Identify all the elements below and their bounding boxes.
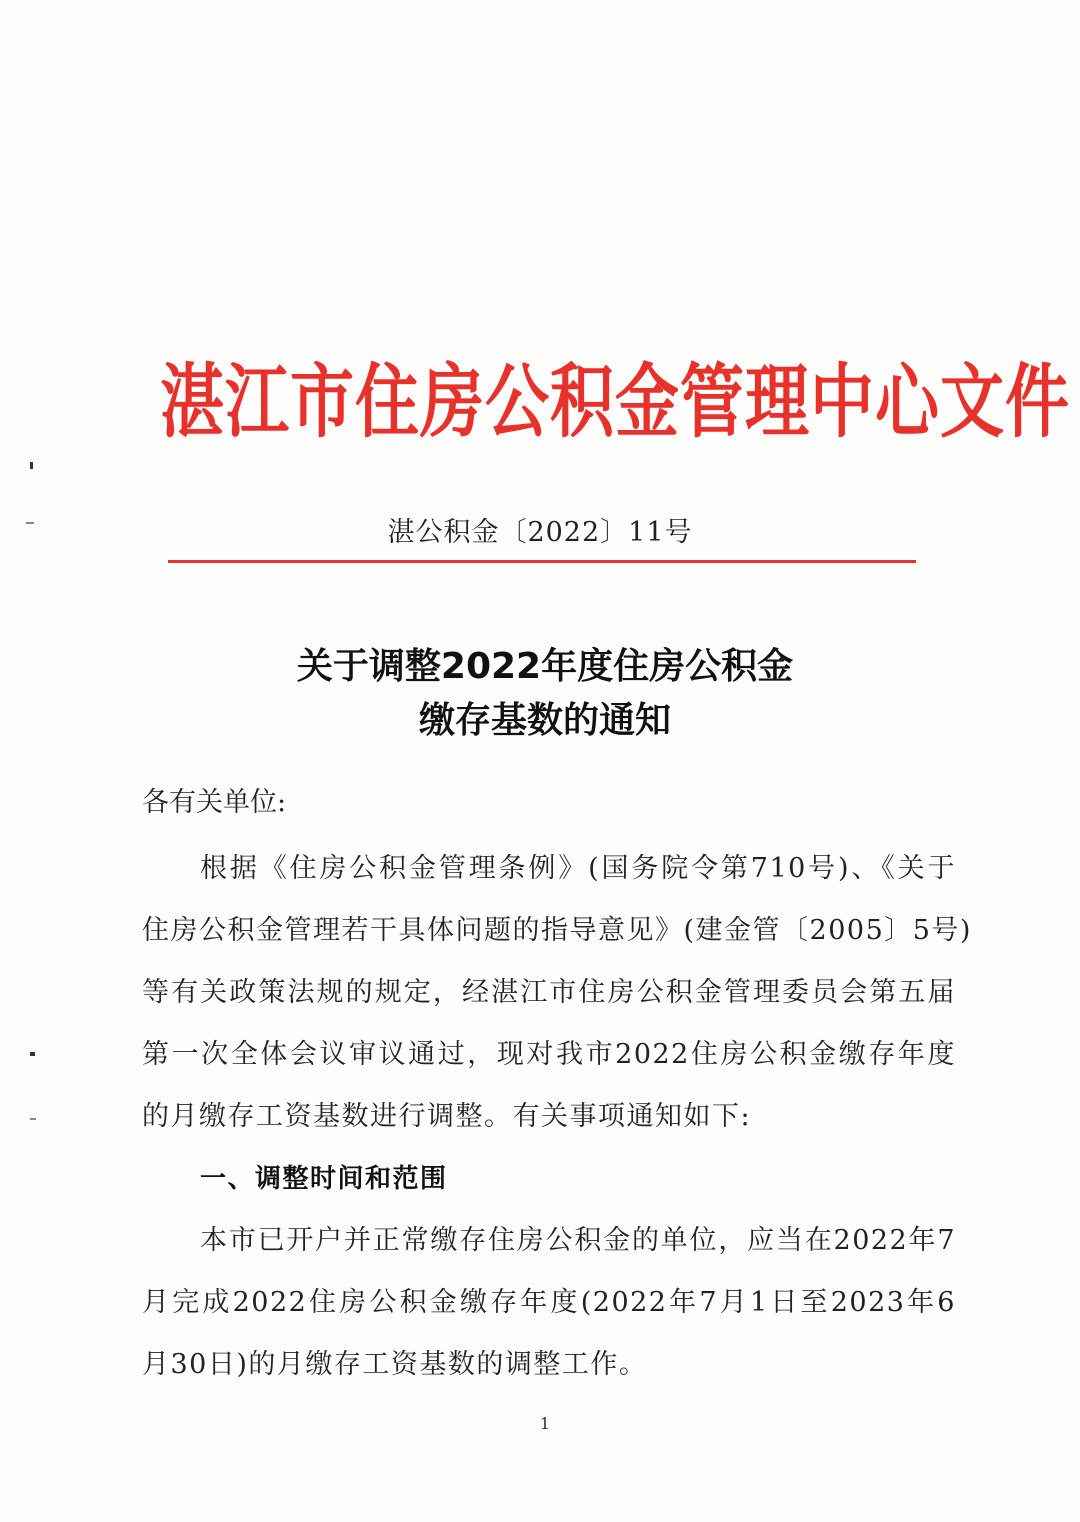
body-line: 等有关政策法规的规定，经湛江市住房公积金管理委员会第五届	[142, 977, 956, 1008]
document-number: 湛公积金〔2022〕11号	[387, 517, 693, 548]
title-line-2: 缴存基数的通知	[418, 700, 671, 741]
section-line: 月30日)的月缴存工资基数的调整工作。	[142, 1349, 648, 1380]
scan-mark	[26, 522, 34, 524]
body-line: 第一次全体会议审议通过，现对我市2022住房公积金缴存年度	[142, 1039, 956, 1070]
page-number: 1	[539, 1414, 551, 1433]
issuer-header: 湛江市住房公积金管理中心文件	[160, 356, 1070, 450]
scan-mark	[30, 1052, 35, 1056]
body-line: 根据《住房公积金管理条例》(国务院令第710号)、《关于	[200, 853, 956, 884]
scan-mark	[30, 462, 33, 469]
notice-title	[140, 640, 950, 748]
body-line: 住房公积金管理若干具体问题的指导意见》(建金管〔2005〕5号)	[142, 915, 972, 946]
section-line: 本市已开户并正常缴存住房公积金的单位，应当在2022年7	[200, 1225, 956, 1256]
body-text	[142, 838, 972, 1396]
scan-mark	[30, 1118, 36, 1120]
section-line: 月完成2022住房公积金缴存年度(2022年7月1日至2023年6	[142, 1287, 956, 1318]
section-heading: 一、调整时间和范围	[200, 1164, 448, 1194]
red-divider-line	[168, 560, 916, 563]
title-line-1: 关于调整2022年度住房公积金	[296, 646, 794, 687]
salutation: 各有关单位:	[142, 787, 287, 818]
body-line: 的月缴存工资基数进行调整。有关事项通知如下:	[142, 1101, 752, 1132]
